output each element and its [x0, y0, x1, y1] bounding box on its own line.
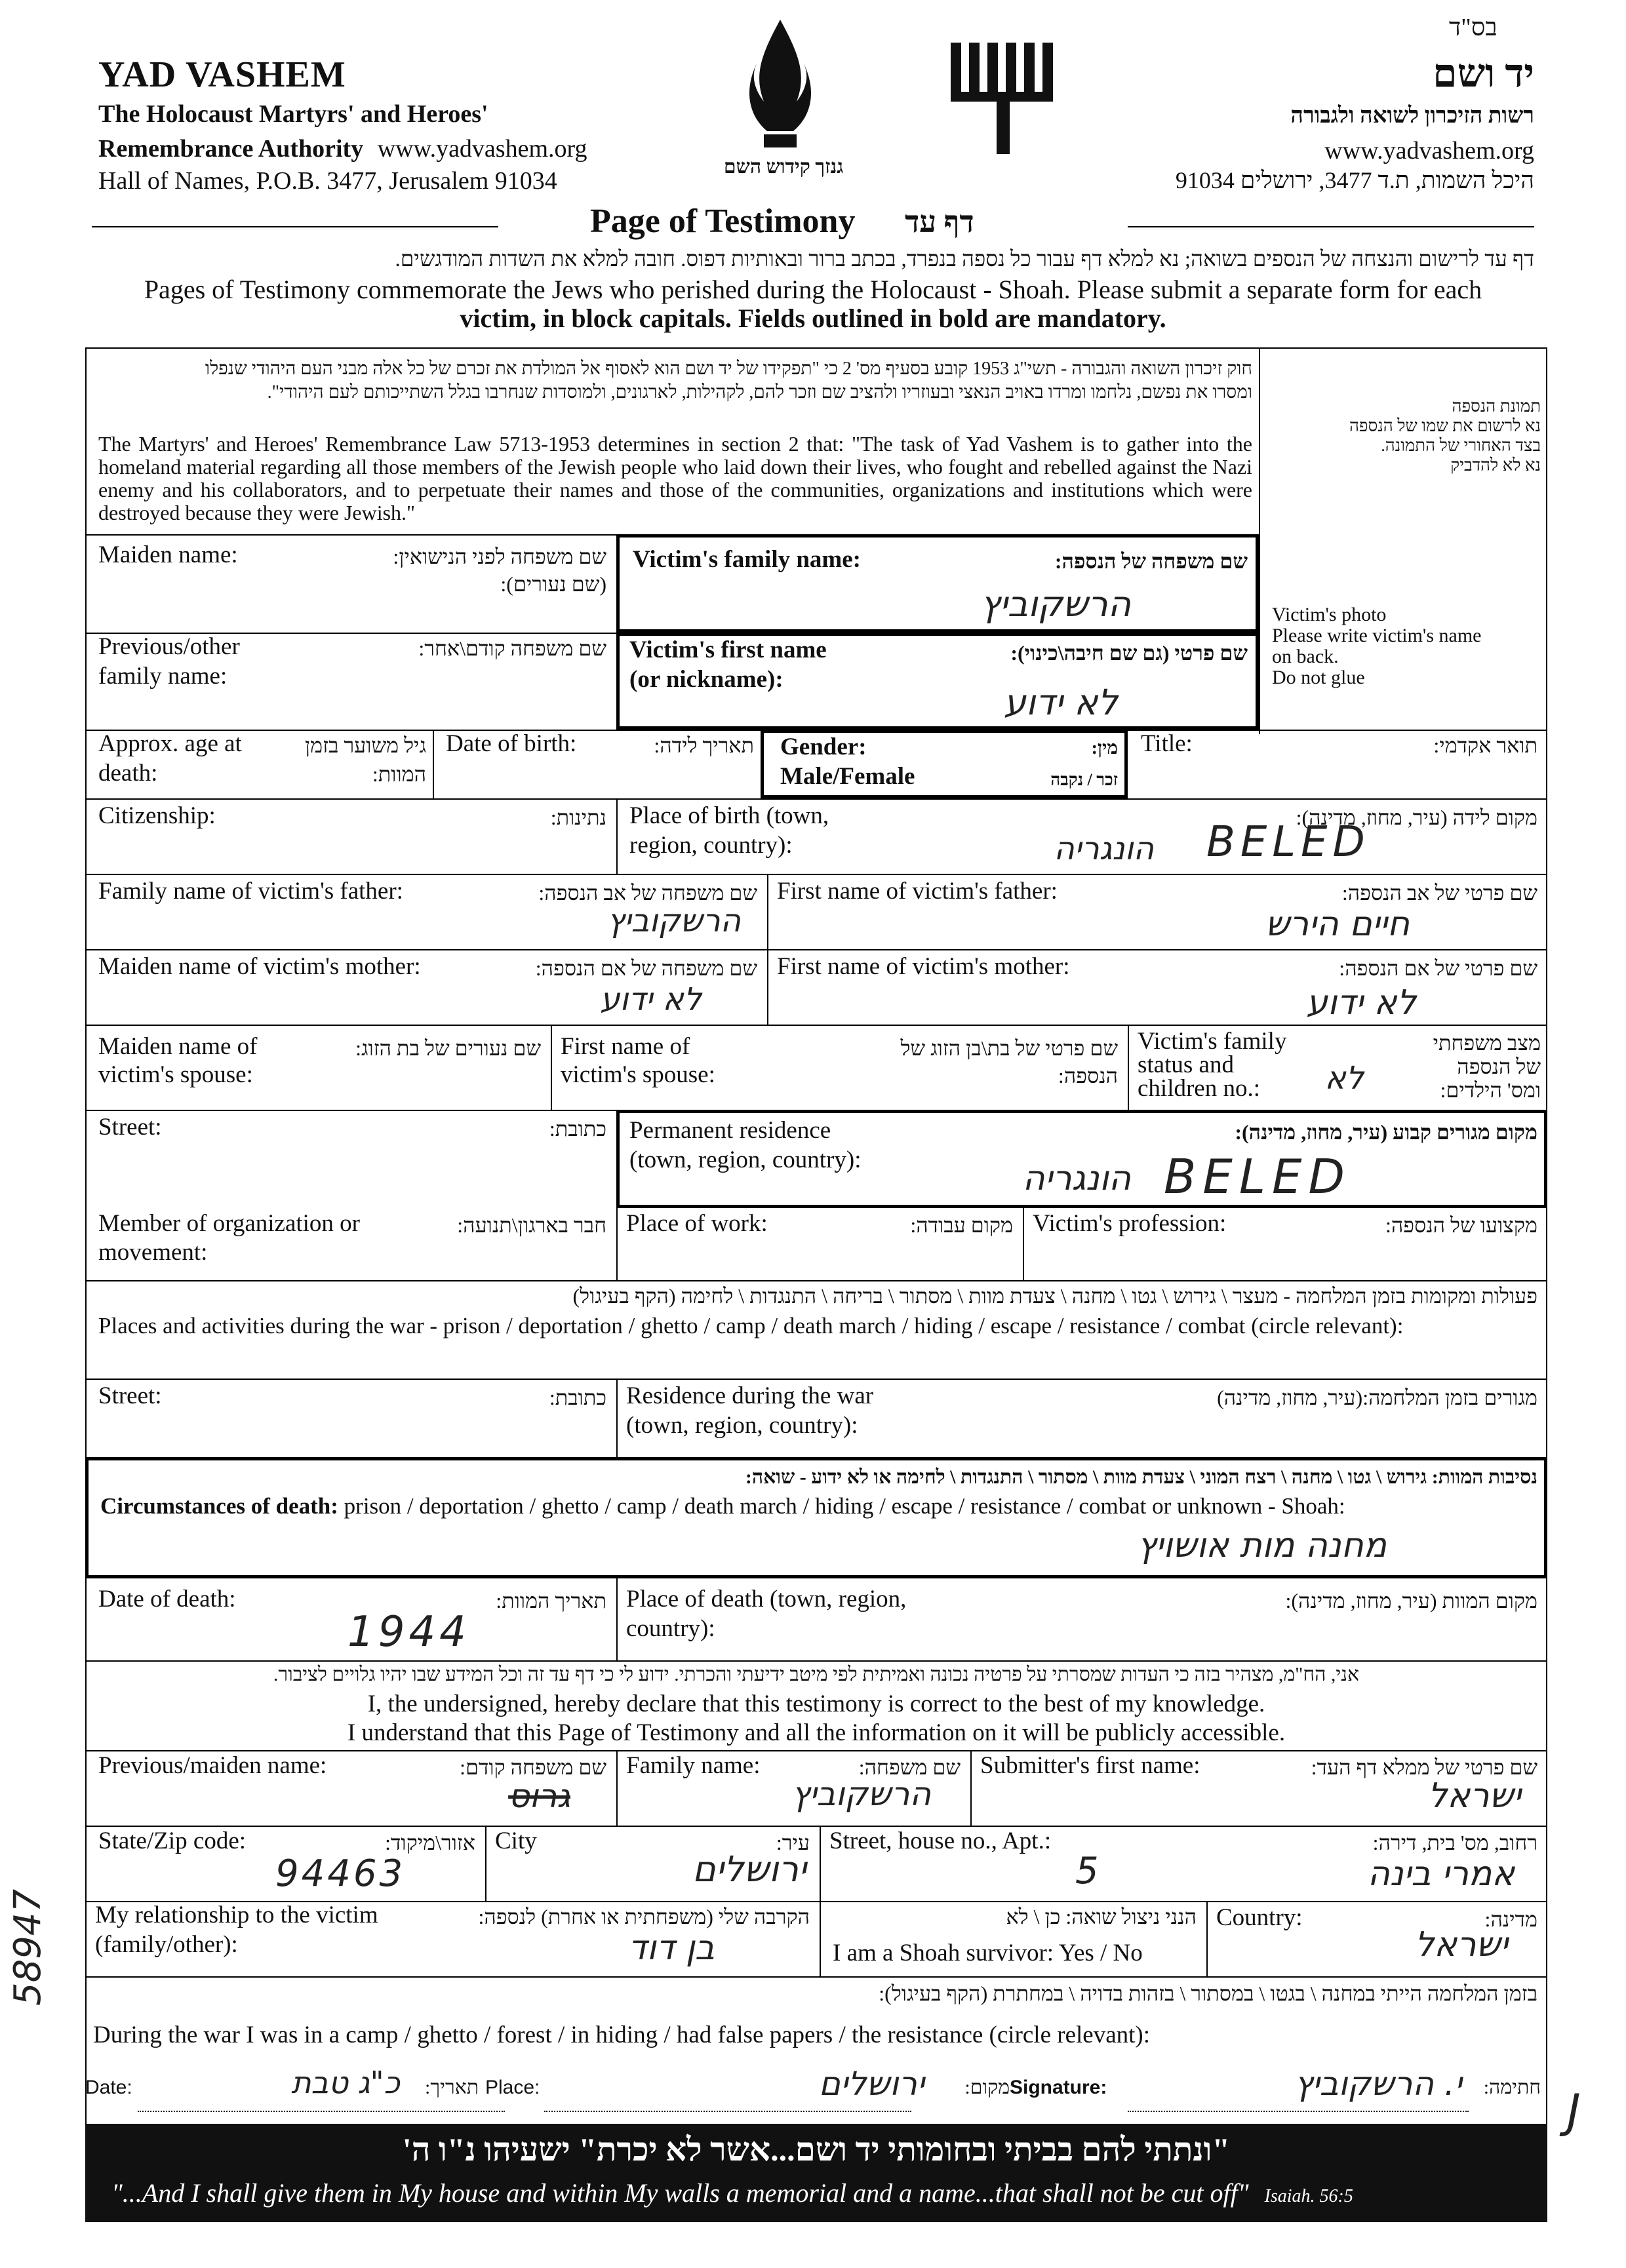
mother-first-name-value: לא ידוע — [1306, 983, 1416, 1023]
wartime-activities-field[interactable]: פעולות ומקומות בזמן המלחמה - מעצר \ גירוש \ גטו \ מחנה \ צעדת מוות \ מסתור \ בריחה \ התנגדות \ לחימה (הקף בעיגול) Places and activities during the war - prison / deportation / ghetto / camp / death march / hiding / escape / resistance / combat (circle relevant): — [98, 1284, 1537, 1339]
title-field[interactable]: Title: תואר אקדמי: — [1141, 730, 1537, 757]
permanent-residence-town-value: BELED — [1164, 1149, 1351, 1204]
declaration-en-1: I, the undersigned, hereby declare that this testimony is correct to the best of my knowledge. — [367, 1691, 1265, 1717]
website-he: www.yadvashem.org — [1324, 137, 1534, 165]
maiden-name-field[interactable]: Maiden name: שם משפחה לפני הנישואין: (שם נעורים): — [98, 541, 606, 596]
family-status-value: לא — [1324, 1060, 1364, 1097]
wartime-residence-field[interactable]: Residence during the war (town, region, country): מגורים בזמן המלחמה:(עיר, מחוז, מדינה) — [626, 1382, 1537, 1439]
street-house-number-value: 5 — [1075, 1850, 1099, 1892]
submitter-first-name-value: ישראל — [1427, 1776, 1521, 1816]
victim-first-name-field[interactable]: Victim's first name (or nickname): שם פרטי (גם שם חיבה\כינוי): לא ידוע — [616, 633, 1259, 730]
org-name-en: YAD VASHEM — [98, 54, 346, 95]
place-of-work-field[interactable]: Place of work: מקום עבודה: — [626, 1210, 1013, 1237]
org-name-he: יד ושם — [1433, 52, 1534, 95]
footer-quote-reference: Isaiah. 56:5 — [1264, 2186, 1353, 2206]
survivor-field[interactable]: הנני ניצול שואה: כן \ לא I am a Shoah survivor: Yes / No — [833, 1905, 1197, 1966]
intro-he: דף עד לרישום והנצחה של הנספים בשואה; נא למלא דף עבור כל נספה בנפרד, בכתב ברור ובאותיות דפוס. חובה למלא את השדות המודגשים. — [395, 248, 1534, 271]
org-subtitle-1: The Holocaust Martyrs' and Heroes' — [98, 100, 488, 128]
country-field[interactable]: Country: מדינה: ישראל — [1216, 1904, 1537, 1965]
street-field[interactable]: Street: כתובת: — [98, 1114, 606, 1141]
city-value: ירושלים — [692, 1848, 806, 1890]
header-rule-left — [92, 226, 498, 227]
photo-divider — [1259, 347, 1260, 734]
mother-maiden-name-value: לא ידוע — [600, 981, 702, 1018]
permanent-residence-field[interactable]: Permanent residence (town, region, country): מקום מגורים קבוע (עיר, מחוז, מדינה): הונגריה BELED — [616, 1110, 1547, 1208]
zip-code-field[interactable]: State/Zip code: אזור\מיקוד: 94463 — [98, 1828, 475, 1895]
date-of-birth-field[interactable]: Date of birth: תאריך לידה: — [446, 730, 754, 757]
submitter-previous-name-field[interactable]: Previous/maiden name: שם משפחה קודם: גרוס — [98, 1752, 606, 1815]
father-first-name-value: חיים הירש — [1265, 905, 1410, 944]
form-title-en: Page of Testimony — [590, 203, 856, 240]
citizenship-field[interactable]: Citizenship: נתינות: — [98, 802, 606, 829]
place-of-death-field[interactable]: Place of death (town, region, country): מקום המוות (עיר, מחוז, מדינה): — [626, 1586, 1537, 1642]
submitter-street-field[interactable]: Street, house no., Apt.: רחוב, מס' בית, דירה: 5 אמרי בינה — [829, 1828, 1537, 1894]
date-of-death-value: 1944 — [347, 1608, 470, 1656]
zip-code-value: 94463 — [275, 1852, 406, 1895]
signature-value[interactable]: י. הרשקוביץ — [1294, 2065, 1462, 2103]
flame-emblem-icon — [734, 16, 826, 154]
date-value[interactable]: כ"ג טבת — [291, 2065, 400, 2100]
law-text-en: The Martyrs' and Heroes' Remembrance Law 5713-1953 determines in section 2 that: "The task of Yad Vashem is to gather into the homeland material regarding all those members of the Jewish people who laid down their lives, who fought and rebelled against the Nazi enemy and his collaborators, and to perpetuate their names and those of the communities, organizations and institutions which were destroyed because they were Jewish." — [98, 432, 1252, 524]
submitter-previous-name-value: גרוס — [508, 1777, 570, 1815]
photo-instructions-en: Victim's photo Please write victim's name on back. Do not glue — [1272, 604, 1482, 688]
country-value: ישראל — [1414, 1925, 1508, 1965]
city-field[interactable]: City עיר: ירושלים — [495, 1828, 810, 1890]
form-title-he: דף עד — [905, 205, 974, 239]
previous-family-name-field[interactable]: Previous/other family name: שם משפחה קודם\אחר: — [98, 633, 606, 690]
mother-first-name-field[interactable]: First name of victim's mother: שם פרטי של אם הנספה: לא ידוע — [777, 953, 1537, 1023]
father-family-name-value: הרשקוביץ — [607, 903, 741, 939]
intro-en-1: Pages of Testimony commemorate the Jews who perished during the Holocaust - Shoah. Please submit a separate form for each — [144, 275, 1482, 304]
gender-field[interactable]: Gender: Male/Female מין: זכר / נקבה — [761, 730, 1128, 798]
organization-member-field[interactable]: Member of organization or movement: חבר בארגון\תנועה: — [98, 1210, 606, 1266]
relationship-field[interactable]: My relationship to the victim (family/other): הקרבה שלי (משפחתית או אחרת) לנספה: בן דוד — [95, 1902, 810, 1968]
family-status-field[interactable]: Victim's family status and children no.: מצב משפחתי של הנספה ומס' הילדים: לא — [1138, 1028, 1541, 1102]
address-en: Hall of Names, P.O.B. 3477, Jerusalem 91034 — [98, 167, 557, 195]
org-subtitle-he: רשות הזיכרון לשואה ולגבורה — [1290, 104, 1534, 128]
margin-mark: J — [1567, 2084, 1581, 2138]
spouse-first-name-field[interactable]: First name of victim's spouse: שם פרטי של בת\בן הזוג של הנספה: — [561, 1033, 1118, 1088]
wartime-submitter-status-field[interactable]: בזמן המלחמה הייתי במחנה \ בגטו \ במסתור \ בזהות בדויה \ במחתרת (הקף בעיגול): During the war I was in a camp / ghetto / forest / in hiding / had false papers / the resistance (circle relevant): — [93, 1982, 1537, 2048]
submitter-first-name-field[interactable]: Submitter's first name: שם פרטי של ממלא דף העד: ישראל — [980, 1752, 1537, 1816]
spouse-maiden-name-field[interactable]: Maiden name of victim's spouse: שם נעורים של בת הזוג: — [98, 1033, 541, 1088]
place-of-birth-field[interactable]: Place of birth (town, region, country): מקום לידה (עיר, מחוז, מדינה): הונגריה BELED — [629, 802, 1537, 867]
org-subtitle-2: Remembrance Authority www.yadvashem.org — [98, 135, 587, 163]
menorah-logo-icon — [944, 36, 1056, 161]
wartime-street-field[interactable]: Street: כתובת: — [98, 1382, 606, 1409]
circumstances-of-death-field[interactable]: נסיבות המוות: גירוש \ גטו \ מחנה \ רצח המוני \ צעדת מוות \ מסתור \ התנגדות \ לחימה או לא ידוע - שואה: Circumstances of death: prison / deportation / ghetto / camp / death march / hiding / escape / resistance / combat or unknown - Shoah: מחנה מות אושויץ — [85, 1457, 1547, 1578]
family-name-value: הרשקוביץ — [980, 583, 1131, 625]
declaration-he: אני, הח"מ, מצהיר בזה כי העדות שמסרתי על פרטיה נכונה ואמיתית לפי מיטב ידיעתי והכרתי. ידוע לי כי דף עד זה וכל המידע שבו יהיו גלויים לציבור. — [273, 1664, 1360, 1685]
place-value[interactable]: ירושלים — [818, 2065, 924, 2103]
profession-field[interactable]: Victim's profession: מקצועו של הנספה: — [1033, 1210, 1537, 1237]
first-name-value: לא ידוע — [1003, 682, 1118, 723]
approx-age-field[interactable]: Approx. age at death: גיל משוער בזמן המוות: — [98, 730, 426, 787]
header-rule-right — [1128, 226, 1534, 227]
website-en: www.yadvashem.org — [377, 135, 587, 163]
mother-maiden-name-field[interactable]: Maiden name of victim's mother: שם משפחה של אם הנספה: לא ידוע — [98, 953, 757, 1018]
submitter-family-name-value: הרשקוביץ — [791, 1775, 931, 1813]
street-name-value: אמרי בינה — [1367, 1854, 1515, 1894]
emblem-caption: גנזך קידוש השם — [723, 156, 844, 178]
intro-en-2: victim, in block capitals. Fields outlined in bold are mandatory. — [460, 303, 1166, 333]
father-first-name-field[interactable]: First name of victim's father: שם פרטי של אב הנספה: חיים הירש — [777, 878, 1537, 944]
address-he: היכל השמות, ת.ד 3477, ירושלים 91034 — [1175, 167, 1534, 193]
submitter-family-name-field[interactable]: Family name: שם משפחה: הרשקוביץ — [626, 1752, 961, 1813]
victim-family-name-field[interactable]: Victim's family name: שם משפחה של הנספה: הרשקוביץ — [616, 534, 1259, 633]
photo-instructions-he: תמונת הנספה נא לרשום את שמו של הנספה בצד האחורי של התמונה. נא לא להדביק — [1349, 397, 1541, 475]
margin-reference-number: 58947 — [7, 1888, 49, 2006]
date-of-death-field[interactable]: Date of death: תאריך המוות: 1944 — [98, 1586, 606, 1656]
place-of-birth-town-value: BELED — [1206, 818, 1370, 867]
circumstances-value: מחנה מות אושויץ — [1137, 1526, 1387, 1565]
top-right-mark: בס"ד — [1449, 14, 1497, 41]
permanent-residence-country-value: הונגריה — [1022, 1159, 1131, 1198]
relationship-value: בן דוד — [628, 1928, 715, 1968]
signature-row: Date: כ"ג טבת תאריך: Place: ירושלים מקום: Signature: י. הרשקוביץ חתימה: — [85, 2065, 1547, 2124]
father-family-name-field[interactable]: Family name of victim's father: שם משפחה של אב הנספה: הרשקוביץ — [98, 878, 757, 939]
law-text-he: חוק זיכרון השואה והגבורה - תשי"ג 1953 קובע בסעיף מס' 2 כי "תפקידו של יד ושם הוא לאסוף אל המולדת את זכרם של כל אלה מבני העם היהודי שנפלו ומסרו את נפשם, נלחמו ומרדו באויב הנאצי ובעוזריו ולהציב שם וזכר להם, לקהילות, לארגונים, ולמוסדות שנחרבו בגלל השתייכותם לעם היהודי". — [205, 359, 1252, 402]
footer-quote-banner — [85, 2124, 1547, 2222]
place-of-birth-country-value: הונגריה — [1054, 831, 1154, 867]
footer-quote-en: "...And I shall give them in My house and within My walls a memorial and a name...that shall not be cut off" Isaiah. 56:5 — [111, 2178, 1353, 2208]
declaration-en-2: I understand that this Page of Testimony and all the information on it will be publicly accessible. — [347, 1719, 1286, 1746]
footer-quote-he: "ונתתי להם בביתי ובחומותי יד ושם...אשר לא יכרת" ישעיהו נ"ו ה' — [402, 2131, 1231, 2168]
